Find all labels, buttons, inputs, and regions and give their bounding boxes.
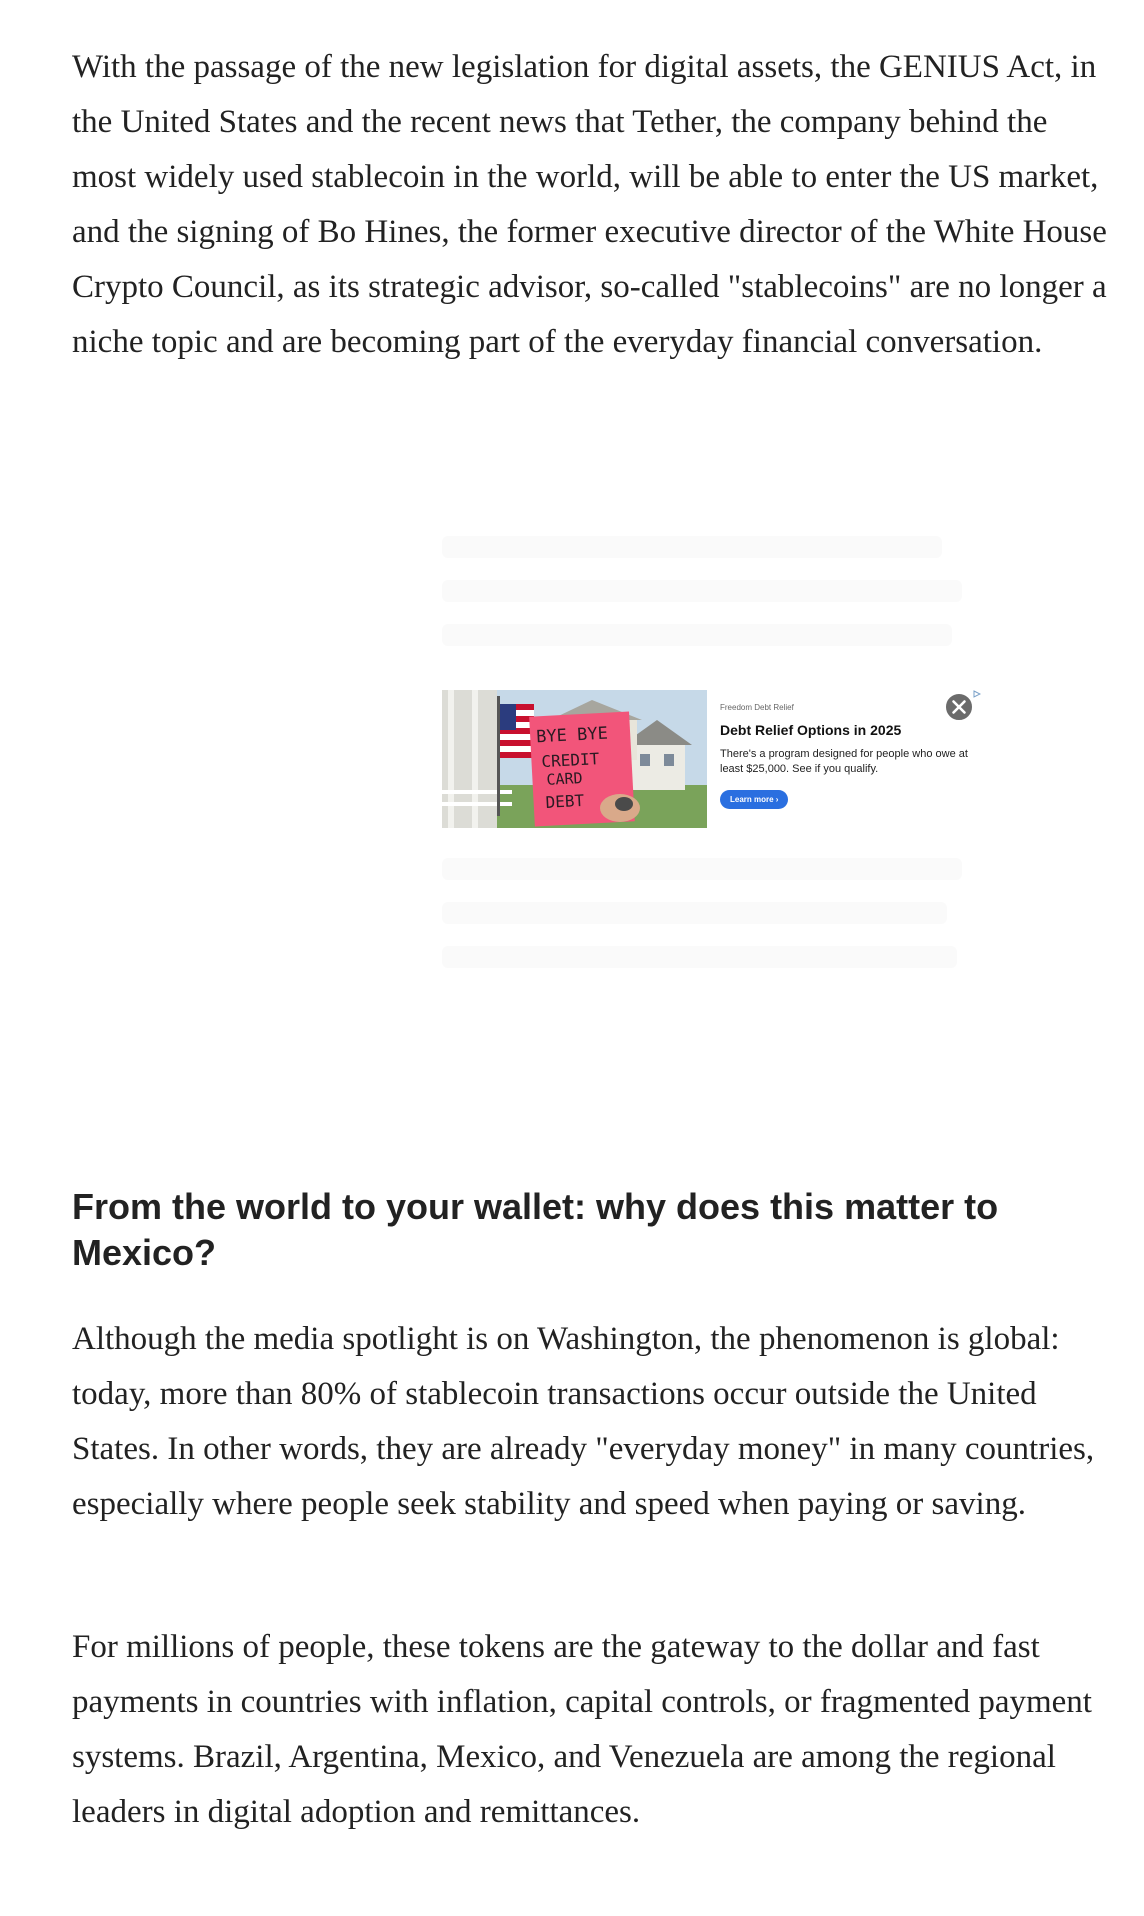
section-heading: From the world to your wallet: why does this matter to Mexico? (72, 1186, 999, 1273)
ad-text-block (720, 698, 970, 809)
ad-placeholder-line (442, 580, 962, 602)
ad-sponsor[interactable]: Freedom Debt Relief (720, 703, 794, 712)
ad-card[interactable] (442, 690, 982, 828)
ad-placeholder-line (442, 946, 957, 968)
ad-image-note-line: DEBT (545, 790, 585, 812)
close-icon (946, 694, 972, 720)
learn-more-button[interactable]: Learn more › (720, 790, 788, 809)
ad-body: There's a program designed for people who owe at least $25,000. See if you qualify. (720, 748, 968, 775)
ad-choices-icon[interactable] (973, 690, 981, 698)
article-paragraph-3: For millions of people, these tokens are the gateway to the dollar and fast payments in countries with inflation, capital controls, or fragmented payment systems. Brazil, Argentina, Mexico, and Venezuela are among the regional leaders in digital adoption and remittances. (72, 1629, 1092, 1830)
ad-image-note-line: CARD (545, 768, 584, 789)
ad-image-note-line: BYE BYE (535, 723, 609, 748)
ad-placeholder-line (442, 536, 942, 558)
ad-title[interactable]: Debt Relief Options in 2025 (720, 722, 902, 738)
ad-placeholder-line (442, 902, 947, 924)
article-paragraph-1: With the passage of the new legislation for digital assets, the GENIUS Act, in the United States and the recent news that Tether, the company behind the most widely used stablecoin in the world, will be able to enter the US market, and the signing of Bo Hines, the former executive director of the White House Crypto Council, as its strategic advisor, so-called "stablecoins" are no longer a niche topic and are becoming part of the everyday financial conversation. (72, 49, 1107, 360)
ad-image-note-line: CREDIT (541, 749, 600, 772)
ad-close-button[interactable] (944, 692, 974, 722)
ad-image[interactable] (442, 690, 707, 828)
ad-container (442, 530, 982, 990)
ad-image-illustration (442, 690, 707, 828)
article-paragraph-2: Although the media spotlight is on Washington, the phenomenon is global: today, more than 80% of stablecoin transactions occur outside the United States. In other words, they are already "everyday money" in many countries, especially where people seek stability and speed when paying or saving. (72, 1321, 1095, 1522)
ad-placeholder-line (442, 858, 962, 880)
ad-placeholder-line (442, 624, 952, 646)
